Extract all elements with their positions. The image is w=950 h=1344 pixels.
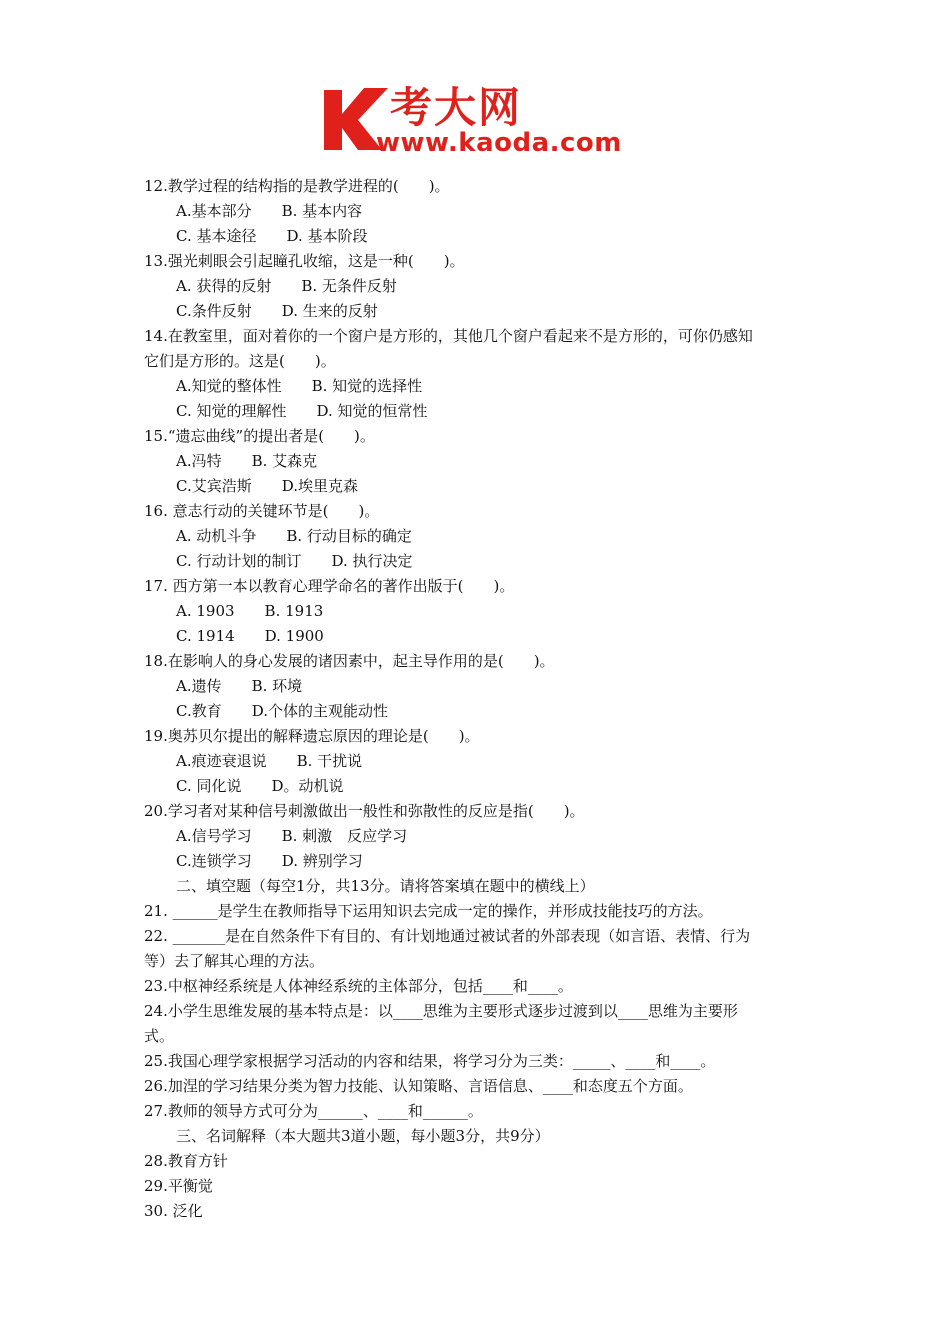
question-text: 20.学习者对某种信号刺激做出一般性和弥散性的反应是指( )。 [144,802,585,820]
question-text: 27.教师的领导方式可分为______、____和______。 [144,1102,483,1120]
logo-url: www.kaoda.com [376,128,622,158]
question-text: 22. _______是在自然条件下有目的、有计划地通过被试者的外部表现（如言语、表情、行为 [144,927,751,945]
answer-options: A.知觉的整体性 B. 知觉的选择性 [176,377,423,395]
answer-options: C. 同化说 D。动机说 [176,777,344,795]
answer-options: A. 1903 B. 1913 [176,602,324,620]
logo-chinese-name: 考大网 [390,83,523,132]
answer-options: A.遗传 B. 环境 [176,677,303,695]
question-text: 它们是方形的。这是( )。 [144,352,336,370]
question-text: 26.加涅的学习结果分类为智力技能、认知策略、言语信息、____和态度五个方面。 [144,1077,693,1095]
question-text: 21. ______是学生在教师指导下运用知识去完成一定的操作，并形成技能技巧的方法。 [144,902,713,920]
question-text: 30. 泛化 [144,1202,203,1220]
question-text: 等）去了解其心理的方法。 [144,952,325,970]
question-text: 16. 意志行动的关键环节是( )。 [144,502,380,520]
question-text: 24.小学生思维发展的基本特点是：以____思维为主要形式逐步过渡到以____思维为主要形 [144,1002,738,1020]
question-text: 15.“遗忘曲线”的提出者是( )。 [144,427,375,445]
answer-options: C.艾宾浩斯 D.埃里克森 [176,477,358,495]
question-text: 12.教学过程的结构指的是教学进程的( )。 [144,177,450,195]
answer-options: C.条件反射 D. 生来的反射 [176,302,378,320]
answer-options: A.信号学习 B. 刺激 反应学习 [176,827,408,845]
section-heading: 二、填空题（每空1分，共13分。请将答案填在题中的横线上） [176,877,595,895]
question-text: 29.平衡觉 [144,1177,213,1195]
answer-options: C. 知觉的理解性 D. 知觉的恒常性 [176,402,428,420]
exam-content [144,174,816,1224]
answer-options: C. 行动计划的制订 D. 执行决定 [176,552,413,570]
question-text: 19.奥苏贝尔提出的解释遗忘原因的理论是( )。 [144,727,480,745]
question-text: 13.强光刺眼会引起瞳孔收缩，这是一种( )。 [144,252,465,270]
question-text: 28.教育方针 [144,1152,228,1170]
answer-options: C.连锁学习 D. 辨别学习 [176,852,363,870]
question-text: 式。 [144,1027,175,1045]
answer-options: A. 获得的反射 B. 无条件反射 [176,277,397,295]
answer-options: A.冯特 B. 艾森克 [176,452,318,470]
answer-options: A.基本部分 B. 基本内容 [176,202,363,220]
answer-options: A.痕迹衰退说 B. 干扰说 [176,752,363,770]
question-text: 18.在影响人的身心发展的诸因素中，起主导作用的是( )。 [144,652,555,670]
answer-options: A. 动机斗争 B. 行动目标的确定 [176,527,412,545]
section-heading: 三、名词解释（本大题共3道小题，每小题3分，共9分） [176,1127,550,1145]
answer-options: C. 1914 D. 1900 [176,627,324,645]
question-text: 23.中枢神经系统是人体神经系统的主体部分，包括____和____。 [144,977,573,995]
answer-options: C.教育 D.个体的主观能动性 [176,702,388,720]
answer-options: C. 基本途径 D. 基本阶段 [176,227,368,245]
question-text: 14.在教室里，面对着你的一个窗户是方形的，其他几个窗户看起来不是方形的，可你仍感知 [144,327,753,345]
question-text: 17. 西方第一本以教育心理学命名的著作出版于( )。 [144,577,515,595]
question-text: 25.我国心理学家根据学习活动的内容和结果，将学习分为三类：_____、____和____。 [144,1052,716,1070]
kaoda-logo [318,84,638,164]
